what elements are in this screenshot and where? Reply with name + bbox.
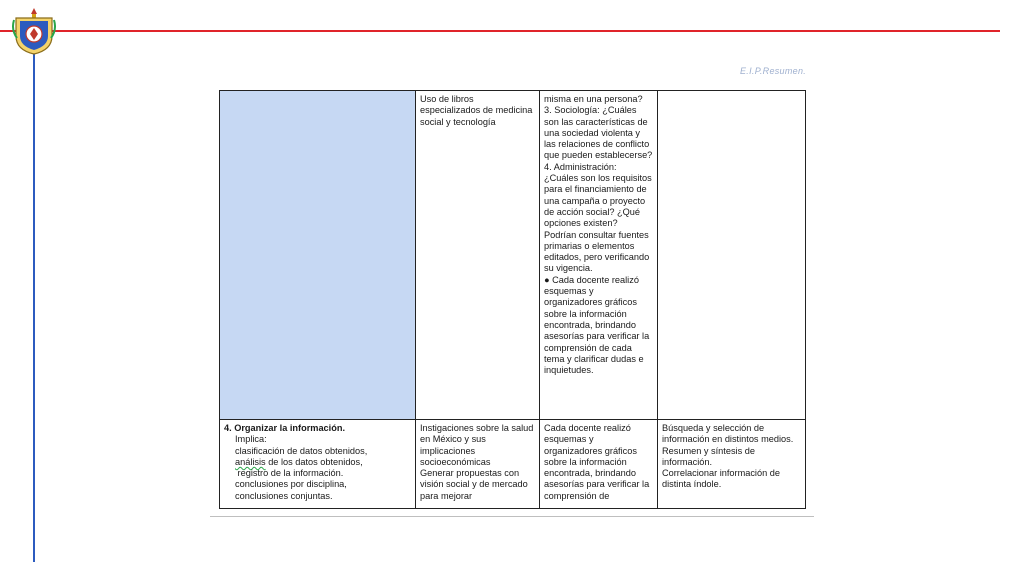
stage-implies-label: Implica: [235,434,267,445]
table-footer-rule [210,516,814,517]
stage-item: conclusiones por disciplina, [235,479,347,490]
stage-item [235,457,411,468]
school-crest-icon [12,6,56,56]
stage-item: conclusiones conjuntas. [235,490,333,501]
document-header-tag: E.I.P.Resumen. [740,66,807,76]
spellcheck-word: análisis [235,456,266,467]
stage-title: 4. Organizar la información. [224,423,345,433]
resources-cell: Uso de libros especializados de medicina social y tecnología [416,91,540,420]
skills-cell [658,91,806,420]
stage-item: clasificación de datos obtenidos, [235,445,368,456]
stage-cell-empty [220,91,416,420]
stage-item: registro de la información. [235,468,344,479]
table-row [220,91,806,420]
stage-item-text: de los datos obtenidos, [265,456,363,467]
table-row [220,420,806,509]
stage-cell [220,420,416,509]
activity-table [219,90,806,509]
top-red-rule [0,30,1000,32]
activities-cell: misma en una persona? 3. Sociología: ¿Cuáles son las características de una sociedad violenta y las relaciones de conflicto que pueden establecerse? 4. Administración: ¿Cuáles son los requisitos para el financiamiento de una campaña o proyecto de acción social? ¿Qué opciones existen? Podrían consultar fuentes primarias o elementos editados, pero verificando su vigencia. ● Cada docente realizó esquemas y organizadores gráficos sobre la información encontrada, brindando asesorías para verificar la comprensión de cada tema y clarificar dudas e inquietudes. [540,91,658,420]
skills-cell: Búsqueda y selección de información en distintos medios. Resumen y síntesis de información. Correlacionar información de distinta índole. [658,420,806,509]
side-blue-rule [33,30,35,562]
activities-cell: Cada docente realizó esquemas y organizadores gráficos sobre la información encontrada, brindando asesorías para verificar la comprensión de [540,420,658,509]
resources-cell: Instigaciones sobre la salud en México y sus implicaciones socioeconómicas Generar propuestas con visión social y de mercado para mejorar [416,420,540,509]
stage-description [224,434,411,502]
